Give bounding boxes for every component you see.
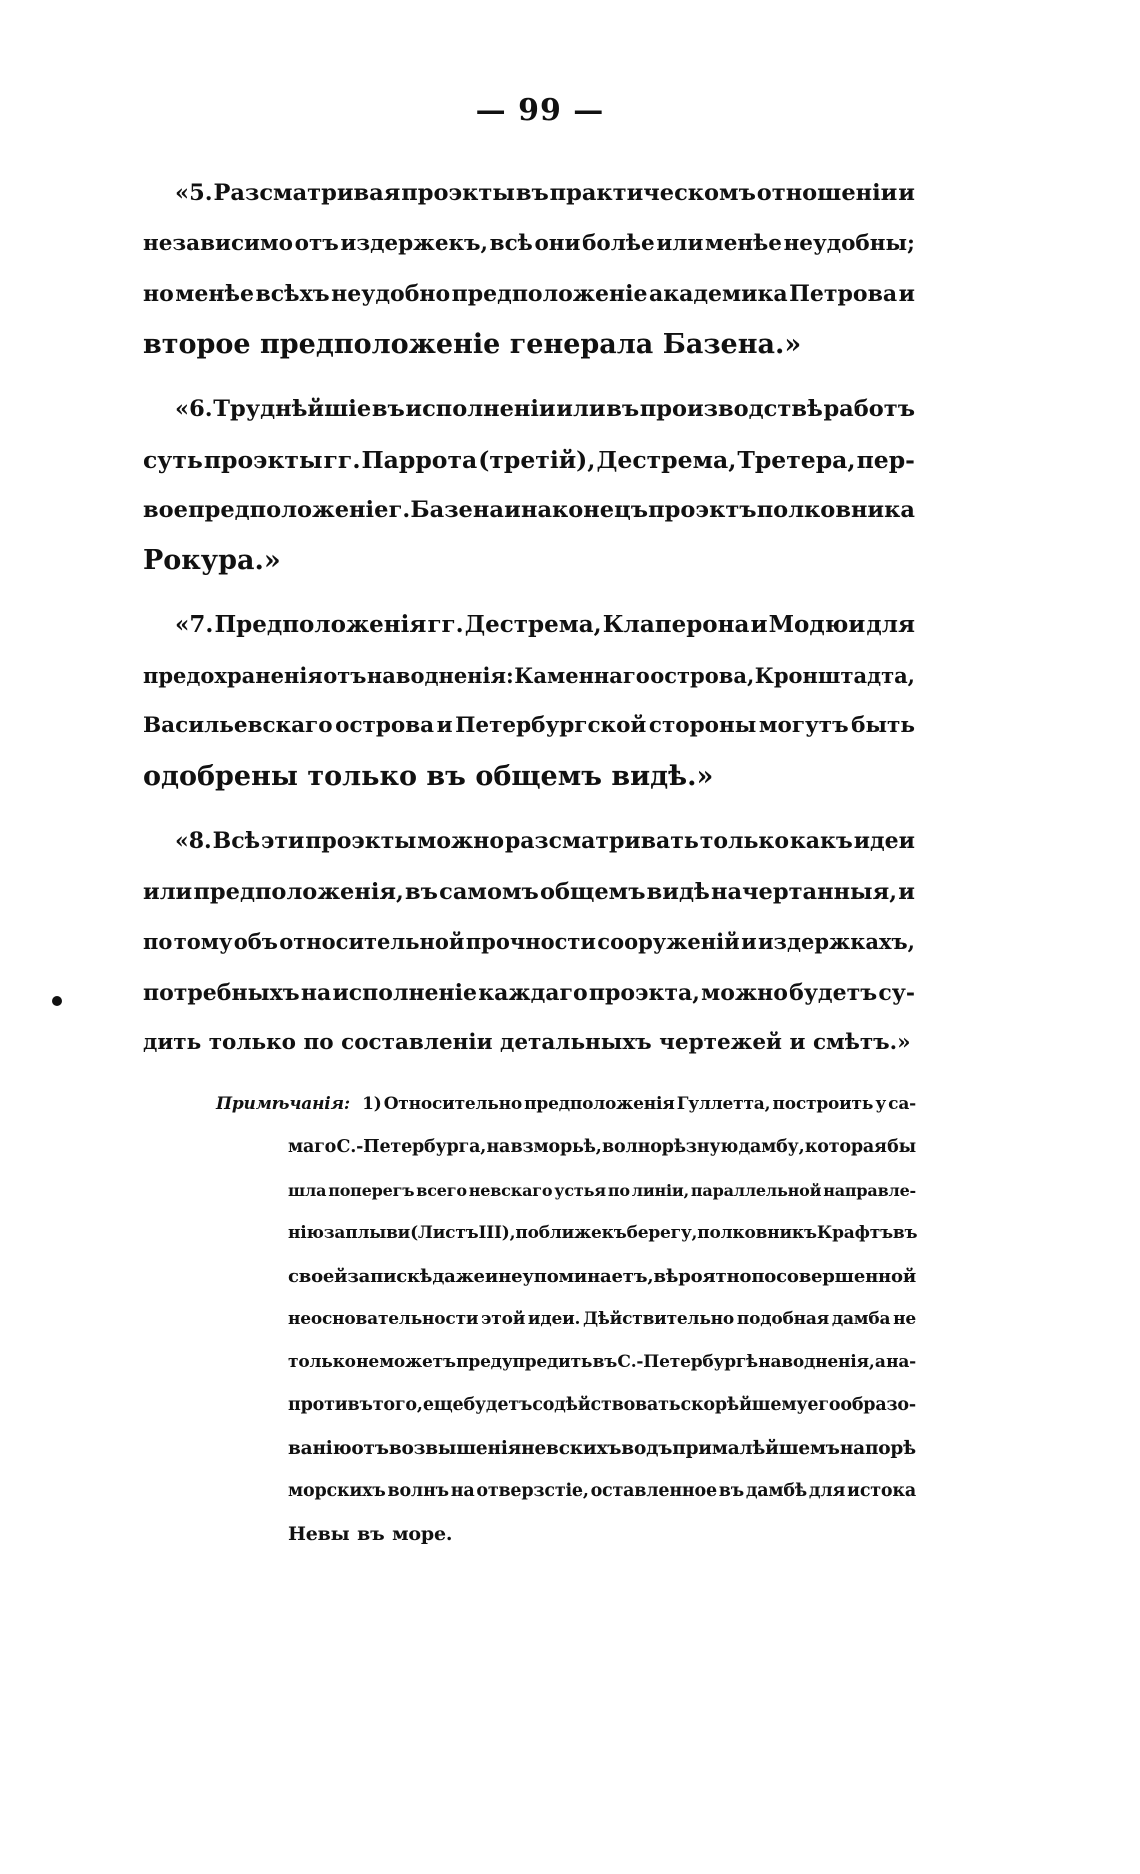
word: а (874, 1352, 886, 1372)
notes-label: Примѣчанія: (216, 1094, 350, 1114)
word: въ (426, 760, 466, 792)
word: проэктъ (648, 497, 757, 523)
word: исполненіи (405, 396, 556, 422)
word: менѣе (705, 230, 782, 256)
word: по (303, 1030, 334, 1055)
word: линіи, (631, 1181, 689, 1200)
word: для (866, 611, 915, 638)
note-line (216, 1427, 916, 1470)
word: самомъ (439, 878, 539, 905)
word: морскихъ (288, 1481, 386, 1501)
note-line (216, 1212, 916, 1255)
word: возвышенія (388, 1438, 522, 1459)
word: маго (288, 1137, 337, 1157)
word: устья (554, 1181, 606, 1200)
word: общемъ (475, 760, 602, 792)
word: шла (288, 1181, 327, 1200)
word: малѣйшемъ (711, 1438, 840, 1459)
word: только (307, 760, 417, 792)
word: Разсматривая (213, 180, 401, 206)
word: Крафтъ (816, 1223, 893, 1243)
word: и (898, 281, 915, 307)
word: по (751, 1266, 777, 1287)
word: Базена (410, 497, 504, 523)
note-line (216, 1470, 916, 1513)
note-line (216, 1384, 916, 1427)
word: и (484, 1266, 499, 1287)
note-line (216, 1341, 916, 1384)
text-line (143, 435, 915, 486)
word: къ (601, 1223, 627, 1243)
word: можно (701, 979, 788, 1006)
note-line (216, 1083, 916, 1126)
word: «5. (175, 180, 213, 206)
word: г. (388, 497, 411, 523)
word: Кронштадта, (754, 662, 915, 688)
word: эти (260, 828, 305, 854)
word: море. (392, 1523, 453, 1545)
word: общемъ (539, 878, 646, 905)
word: Паррота (361, 445, 478, 474)
word: волнъ (387, 1481, 449, 1501)
word: будетъ (463, 1395, 533, 1415)
main-text (143, 168, 915, 1083)
text-line (143, 867, 915, 918)
word: ближе (538, 1223, 602, 1243)
word: противъ (288, 1395, 373, 1415)
word: Гуллетта, (676, 1094, 771, 1114)
margin-mark (52, 996, 62, 1006)
word: на (486, 1137, 511, 1157)
word: въ (592, 1352, 618, 1372)
word: предохраненія (143, 662, 323, 688)
word: (третій), (478, 445, 596, 474)
word: совершенной (776, 1266, 916, 1287)
word: водъ (621, 1438, 673, 1459)
paragraph-6 (143, 384, 915, 586)
word: прочности (465, 929, 596, 954)
word: относительной (279, 929, 465, 954)
word: болѣе (582, 230, 655, 256)
word: сооруженій (597, 929, 740, 954)
word: волнорѣзную (602, 1137, 739, 1157)
word: по (515, 1223, 539, 1243)
word: Относительно (383, 1094, 523, 1114)
word: исполненіе (332, 979, 478, 1006)
word: и (504, 497, 521, 523)
word: Невы (288, 1523, 350, 1545)
word: Петербургской (455, 713, 647, 738)
word: отношеніи (756, 180, 898, 206)
word: академика (648, 281, 788, 307)
word: неосновательности (288, 1309, 479, 1329)
word: только (208, 1030, 296, 1055)
word: составленіи (341, 1030, 493, 1055)
word: даже (432, 1266, 485, 1287)
word: острова, (650, 662, 755, 688)
word: содѣйствовать (532, 1395, 681, 1415)
text-line (143, 600, 915, 651)
word: того, (372, 1395, 423, 1415)
word: тому (173, 929, 233, 954)
word: не (893, 1309, 916, 1329)
word: издержекъ, (340, 230, 489, 256)
word: предположеніе (260, 328, 501, 360)
word: полковника (756, 497, 915, 523)
word: гг. (323, 445, 361, 474)
word: вое (143, 497, 188, 523)
word: отъ (294, 230, 339, 256)
word: Васильевскаго (143, 713, 333, 738)
word: отъ (351, 1438, 389, 1459)
word: наводненія, (758, 1352, 875, 1372)
word: идеи. (527, 1309, 581, 1329)
word: неудобны; (783, 230, 915, 256)
word: издержкахъ, (757, 929, 915, 954)
word: не (498, 1266, 523, 1287)
word: Клаперона (602, 611, 750, 638)
word: (Листъ (410, 1223, 479, 1243)
word: нію (288, 1223, 324, 1243)
text-line (143, 1018, 915, 1069)
paragraph-8 (143, 816, 915, 1069)
word: въ (515, 180, 549, 206)
word: въ (892, 1223, 918, 1243)
paragraph-5 (143, 168, 915, 370)
word: упоминаетъ, (522, 1266, 654, 1287)
word: генерала (509, 328, 654, 360)
note-line (216, 1513, 916, 1556)
word: детальныхъ (500, 1030, 652, 1055)
text-line (143, 320, 915, 371)
note-line (216, 1255, 916, 1298)
word: объ (233, 929, 278, 954)
word: параллельной (690, 1181, 822, 1200)
word: каждаго (478, 979, 588, 1006)
word: проэкты (401, 180, 515, 206)
word: и (789, 1030, 806, 1055)
word: «7. (175, 611, 214, 638)
word: «6. (175, 396, 213, 422)
word: одобрены (143, 760, 298, 792)
word: дамбѣ (745, 1481, 808, 1501)
text-line (143, 168, 915, 219)
word: смѣтъ.» (812, 1030, 911, 1055)
word: можно (417, 828, 505, 854)
word: всѣ (489, 230, 533, 256)
text-line (143, 269, 915, 320)
word: потребныхъ (143, 979, 300, 1006)
word: и (750, 611, 768, 638)
word: Дѣйствительно (583, 1309, 735, 1329)
text-line (143, 219, 915, 270)
word: полковникъ (697, 1223, 817, 1243)
word: быть (851, 713, 915, 738)
word: и (898, 180, 915, 206)
word: С.-Петербурга, (336, 1137, 487, 1157)
word: начертанныя, (711, 878, 898, 905)
word: предупредить (456, 1352, 593, 1372)
word: независимо (143, 230, 294, 256)
word: не (356, 1352, 380, 1372)
word: направле- (823, 1181, 916, 1200)
word: взморьѣ, (510, 1137, 602, 1157)
word: и (898, 878, 915, 905)
word: проэкта, (588, 979, 700, 1006)
word: III), (478, 1223, 516, 1243)
word: они (534, 230, 581, 256)
note-line (216, 1298, 916, 1341)
word: Третера, (737, 445, 856, 474)
word: напорѣ (839, 1438, 916, 1459)
word: въ (357, 1523, 385, 1545)
word: запискѣ (347, 1266, 433, 1287)
word: берегу, (626, 1223, 698, 1243)
word: Модюи (768, 611, 866, 638)
word: неудобно (331, 281, 451, 307)
word: въ (606, 396, 640, 422)
word: предположеніе (451, 281, 648, 307)
word: С.-Петербургѣ (617, 1352, 758, 1372)
word: и (741, 929, 757, 954)
word: только (699, 828, 789, 854)
word: 1) (362, 1094, 382, 1114)
page-number: — 99 — (475, 93, 605, 128)
word: у (875, 1094, 887, 1114)
word: дамбу, (738, 1137, 805, 1157)
word: работъ (823, 396, 915, 422)
word: менѣе (175, 281, 254, 307)
word: наконецъ (521, 497, 648, 523)
word: поперегъ (328, 1181, 415, 1200)
word: на (450, 1481, 475, 1501)
word: пер- (856, 445, 915, 474)
word: какъ (789, 828, 853, 854)
word: вѣроятно (653, 1266, 752, 1287)
word: Рокура.» (143, 544, 281, 576)
word: на- (886, 1352, 916, 1372)
word: практическомъ (549, 180, 756, 206)
word: своей (288, 1266, 348, 1287)
word: дить (143, 1030, 202, 1055)
word: въ (405, 878, 438, 905)
word: проэкты (305, 828, 417, 854)
word: видѣ (646, 878, 710, 905)
word: всего (416, 1181, 467, 1200)
text-line (143, 701, 915, 752)
text-line (143, 816, 915, 867)
word: «8. (175, 828, 212, 854)
word: Каменнаго (514, 662, 650, 688)
text-line (143, 536, 915, 587)
word: невскаго (468, 1181, 553, 1200)
word: или (656, 230, 704, 256)
paragraph-7 (143, 600, 915, 802)
word: скорѣйшему (680, 1395, 808, 1415)
word: Предположенія (214, 611, 427, 638)
word: только (288, 1352, 356, 1372)
word: или (143, 878, 193, 905)
word: его (807, 1395, 841, 1415)
word: построить (772, 1094, 874, 1114)
word: или (556, 396, 606, 422)
word: всѣхъ (255, 281, 330, 307)
word: и (436, 713, 453, 738)
word: оставленное (590, 1481, 717, 1501)
word: предположеніе (188, 497, 389, 523)
word: видѣ.» (611, 760, 714, 792)
word: могутъ (758, 713, 849, 738)
word: въ (718, 1481, 744, 1501)
word: для (808, 1481, 846, 1501)
word: острова (335, 713, 435, 738)
word: отверзстіе, (476, 1481, 589, 1501)
text-line (143, 968, 915, 1019)
word: идеи (853, 828, 915, 854)
word: подобная (736, 1309, 830, 1329)
word: въ (371, 396, 405, 422)
word: которая (804, 1137, 887, 1157)
note-line (216, 1169, 916, 1212)
text-line (143, 917, 915, 968)
word: истока (847, 1481, 916, 1501)
word: разсматривать (504, 828, 699, 854)
word: образо- (840, 1395, 916, 1415)
word: по (607, 1181, 630, 1200)
word: са- (888, 1094, 916, 1114)
word: предположенія (524, 1094, 675, 1114)
word: бы (887, 1137, 916, 1157)
word: суть (143, 445, 203, 474)
word: Труднѣйшіе (213, 396, 372, 422)
word: дамба (831, 1309, 891, 1329)
word: но (143, 281, 174, 307)
word: отъ (323, 662, 367, 688)
word: будетъ (789, 979, 878, 1006)
word: Дестрема, (464, 611, 602, 638)
word: на (300, 979, 332, 1006)
word: наводненія: (366, 662, 514, 688)
note-line (216, 1126, 916, 1169)
word: заплыви (323, 1223, 411, 1243)
word: по (143, 929, 173, 954)
word: еще (422, 1395, 464, 1415)
word: гг. (427, 611, 464, 638)
word: ванію (288, 1438, 352, 1459)
word: су- (878, 979, 915, 1006)
word: этой (481, 1309, 526, 1329)
word: можетъ (379, 1352, 456, 1372)
word: Дестрема, (596, 445, 737, 474)
word: невскихъ (521, 1438, 622, 1459)
word: проэкты (203, 445, 323, 474)
word: Базена.» (662, 328, 802, 360)
word: производствѣ (639, 396, 823, 422)
word: второе (143, 328, 251, 360)
word: Всѣ (212, 828, 261, 854)
text-line (143, 384, 915, 435)
text-line (143, 651, 915, 702)
text-line (143, 752, 915, 803)
word: предположенія, (193, 878, 404, 905)
word: чертежей (659, 1030, 782, 1055)
text-line (143, 485, 915, 536)
footnotes (216, 1083, 916, 1556)
word: Петрова (789, 281, 898, 307)
word: при (672, 1438, 712, 1459)
word: стороны (648, 713, 757, 738)
